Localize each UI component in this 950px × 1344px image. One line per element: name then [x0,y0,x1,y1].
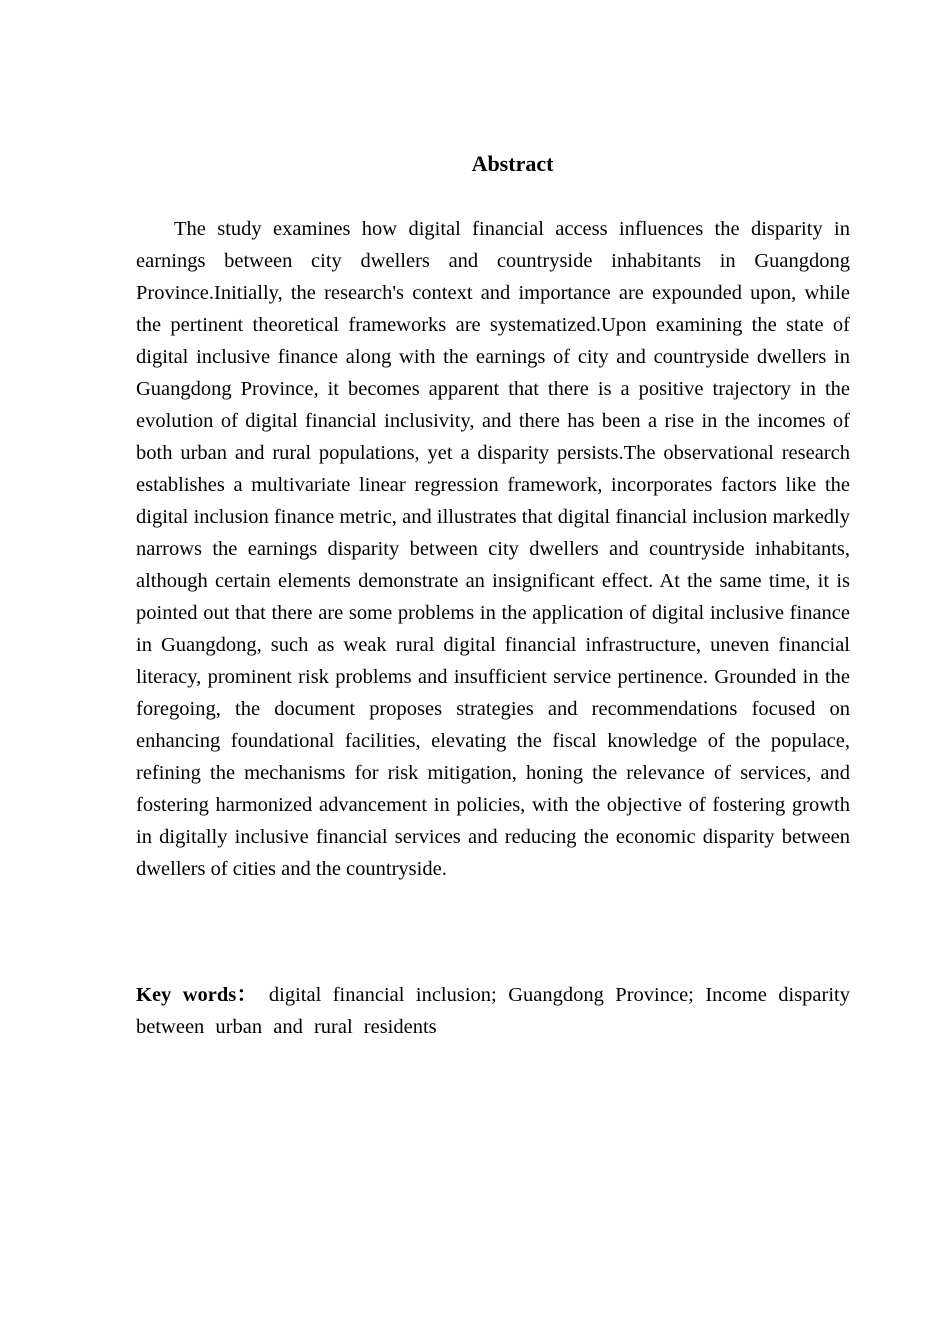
keywords-paragraph [136,979,850,1043]
abstract-body: The study examines how digital financial access influences the disparity in earnings between city dwellers and countryside inhabitants in Guangdong Province.Initially, the research's context and importance are expounded upon, while the pertinent theoretical frameworks are systematized.Upon examining the state of digital inclusive finance along with the earnings of city and countryside dwellers in Guangdong Province, it becomes apparent that there is a positive trajectory in the evolution of digital financial inclusivity, and there has been a rise in the incomes of both urban and rural populations, yet a disparity persists.The observational research establishes a multivariate linear regression framework, incorporates factors like the digital inclusion finance metric, and illustrates that digital financial inclusion markedly narrows the earnings disparity between city dwellers and countryside inhabitants, although certain elements demonstrate an insignificant effect. At the same time, it is pointed out that there are some problems in the application of digital inclusive finance in Guangdong, such as weak rural digital financial infrastructure, uneven financial literacy, prominent risk problems and insufficient service pertinence. Grounded in the foregoing, the document proposes strategies and recommendations focused on enhancing foundational facilities, elevating the fiscal knowledge of the populace, refining the mechanisms for risk mitigation, honing the relevance of services, and fostering harmonized advancement in policies, with the objective of fostering growth in digitally inclusive financial services and reducing the economic disparity between dwellers of cities and the countryside. [136,218,850,880]
keywords-label: Key words： [136,984,258,1006]
abstract-title: Abstract [471,151,554,176]
keywords-text: digital financial inclusion; Guangdong Province; Income disparity between urban and rural residents [136,984,850,1038]
